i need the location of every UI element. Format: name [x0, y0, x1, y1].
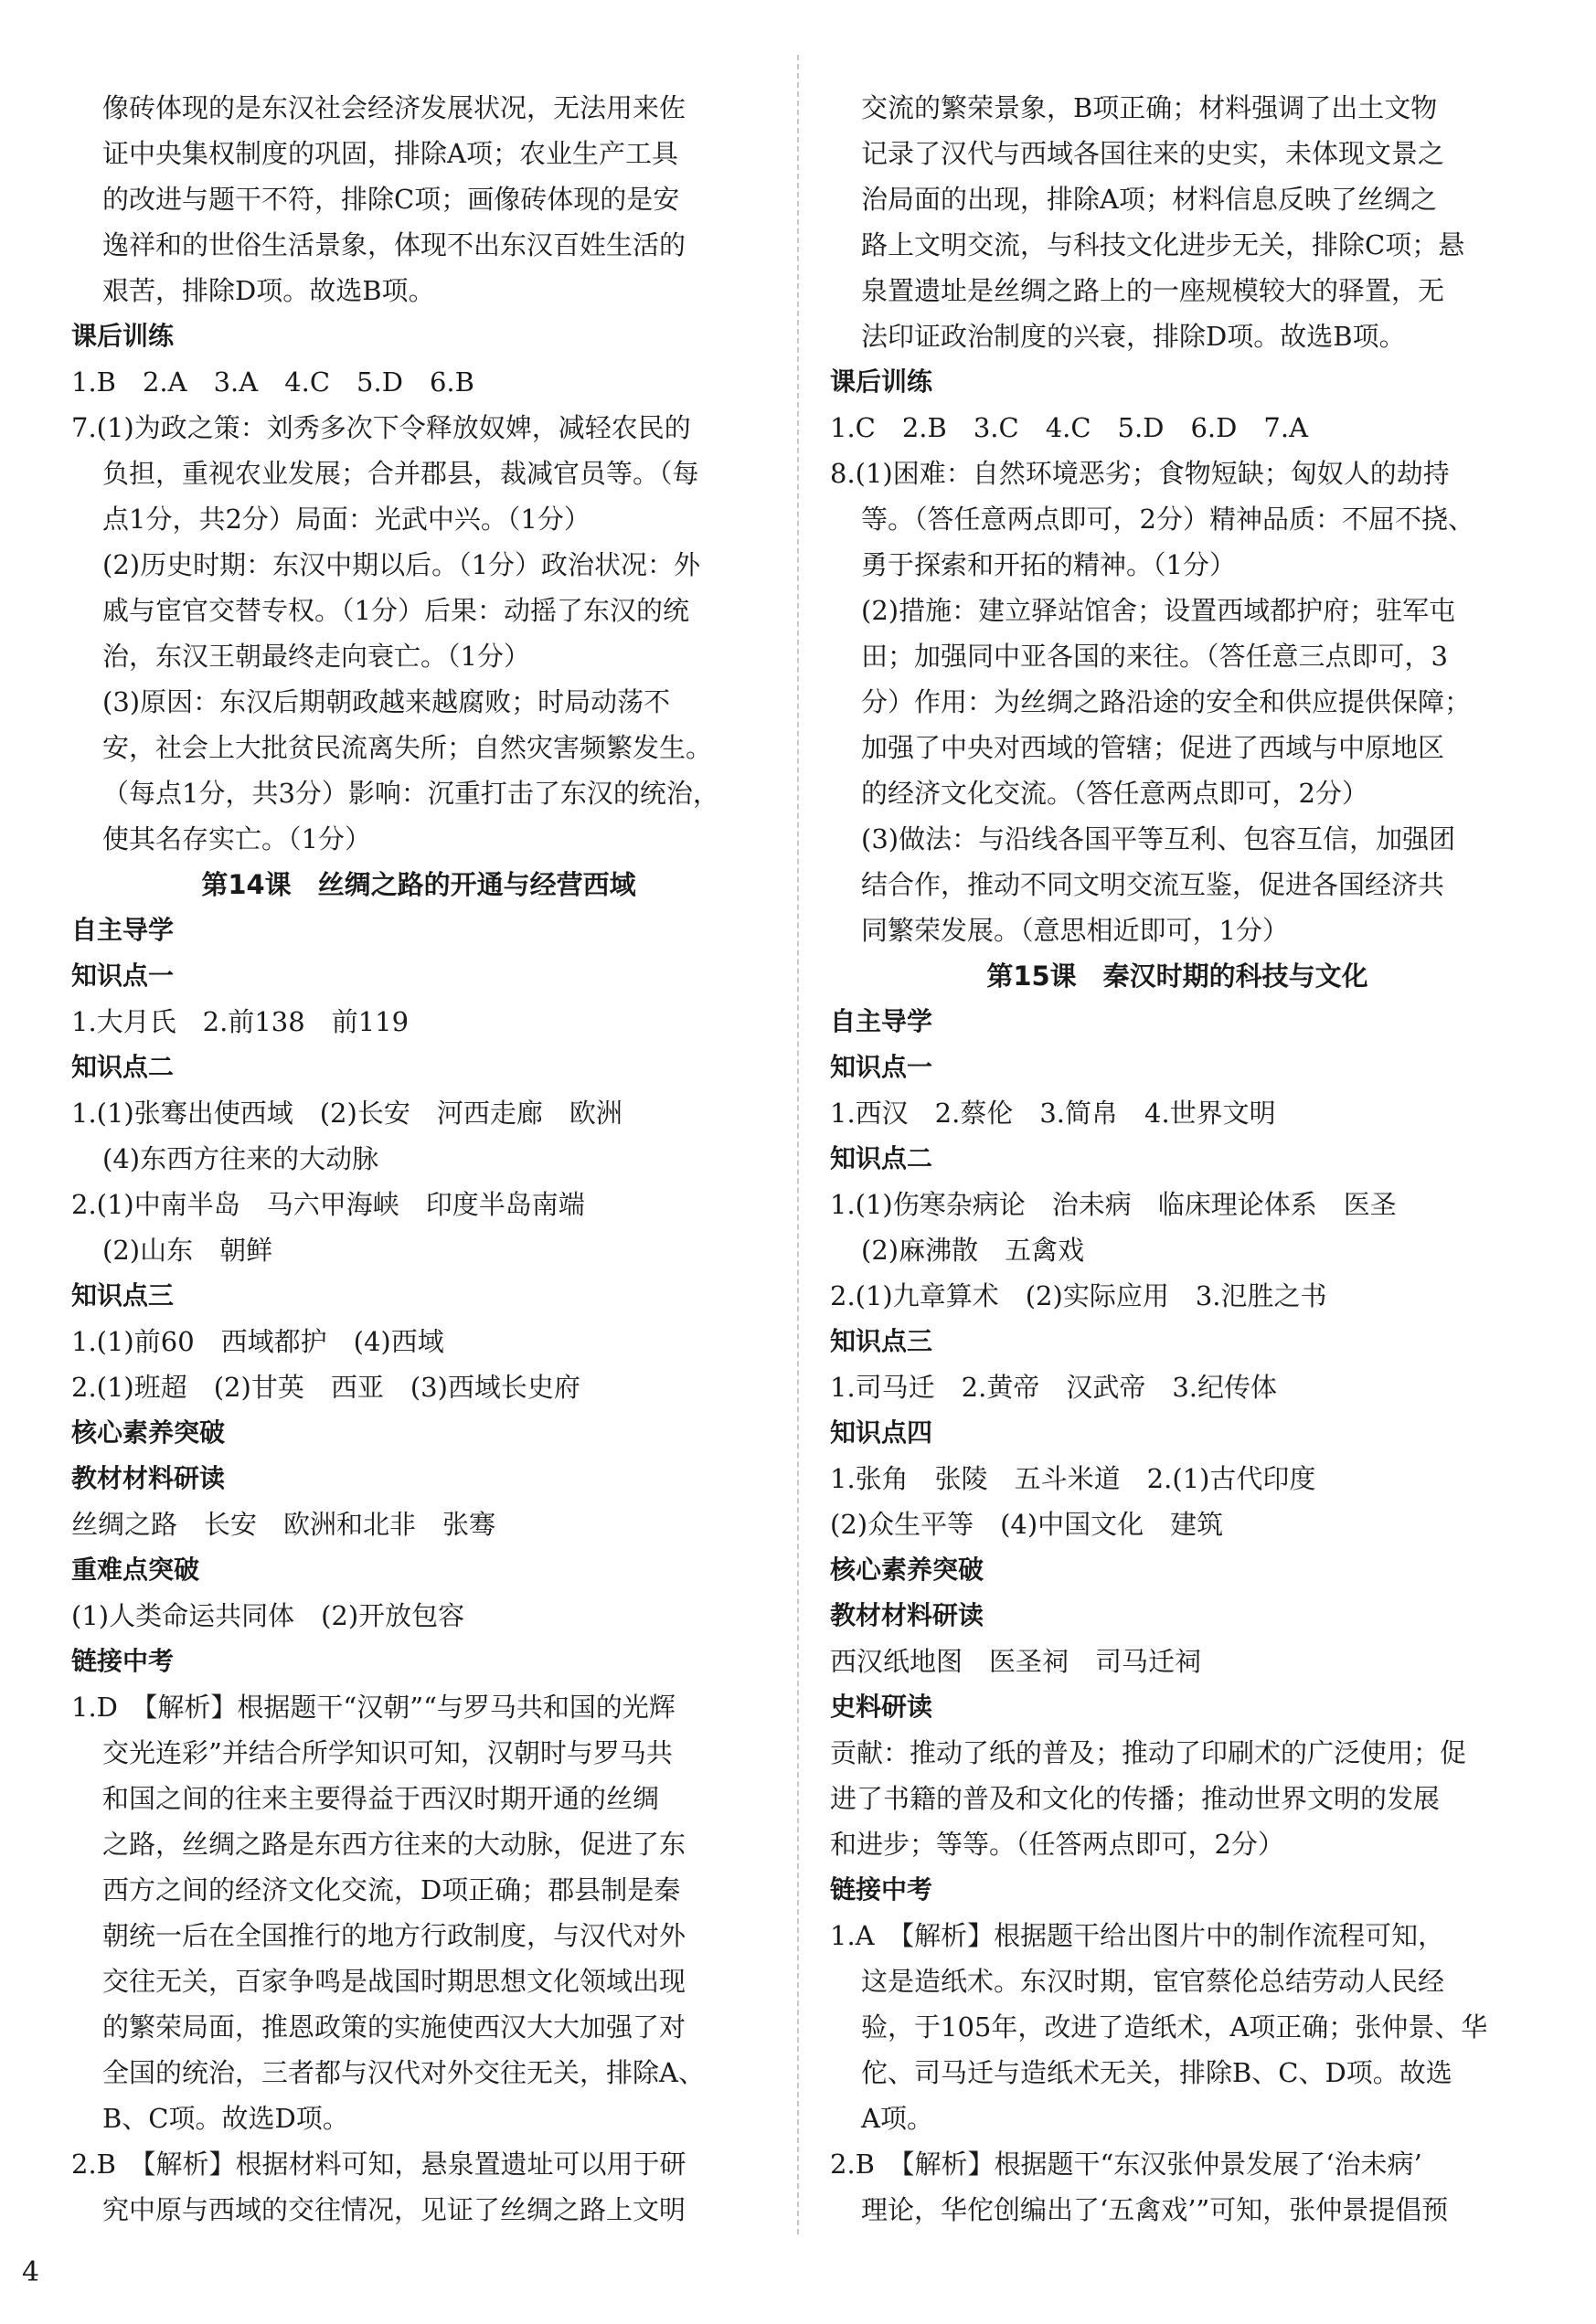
section-heading: 核心素养突破 [71, 1417, 226, 1448]
text-line: 和进步；等等。（任答两点即可，2分） [830, 1829, 1284, 1860]
text-line: 西汉纸地图 医圣祠 司马迁祠 [830, 1646, 1202, 1677]
section-heading: 知识点一 [71, 960, 175, 991]
right-column [830, 85, 1525, 2233]
text-line: 2.B 【解析】根据材料可知，悬泉置遗址可以用于研 [71, 2149, 686, 2180]
text-line: 勇于探索和开拓的精神。（1分） [861, 549, 1236, 580]
lesson-title: 第15课 秦汉时期的科技与文化 [986, 960, 1368, 992]
text-line: B、C项。故选D项。 [102, 2103, 349, 2134]
text-line: 艰苦，排除D项。故选B项。 [102, 275, 435, 306]
text-line: 和国之间的往来主要得益于西汉时期开通的丝绸 [102, 1783, 660, 1814]
text-line: 进了书籍的普及和文化的传播；推动世界文明的发展 [830, 1783, 1441, 1814]
text-line: (3)做法：与沿线各国平等互利、包容互信，加强团 [861, 823, 1456, 854]
text-line: 治局面的出现，排除A项；材料信息反映了丝绸之 [861, 184, 1437, 215]
section-heading: 史料研读 [830, 1692, 933, 1722]
text-line: 朝统一后在全国推行的地方行政制度，与汉代对外 [102, 1920, 686, 1951]
text-line: 结合作，推动不同文明交流互鉴，促进各国经济共 [861, 869, 1445, 900]
text-line: 记录了汉代与西域各国往来的史实，未体现文景之 [861, 138, 1445, 169]
text-line: 交往无关，百家争鸣是战国时期思想文化领域出现 [102, 1966, 686, 1997]
text-line: (3)原因：东汉后期朝政越来越腐败；时局动荡不 [102, 686, 671, 717]
section-heading: 课后训练 [830, 366, 933, 397]
section-heading: 核心素养突破 [830, 1555, 984, 1585]
text-line: 1.西汉 2.蔡伦 3.简帛 4.世界文明 [830, 1098, 1276, 1129]
text-line: 1.B 2.A 3.A 4.C 5.D 6.B [71, 366, 474, 398]
left-column [71, 85, 766, 2233]
text-line: 验，于105年，改进了造纸术，A项正确；张仲景、华 [861, 2011, 1488, 2043]
text-line: 1.D 【解析】根据题干“汉朝”“与罗马共和国的光辉 [71, 1692, 676, 1723]
text-line: 之路，丝绸之路是东西方往来的大动脉，促进了东 [102, 1829, 686, 1860]
text-line: 究中原与西域的交往情况，见证了丝绸之路上文明 [102, 2194, 686, 2225]
text-line: 证中央集权制度的巩固，排除A项；农业生产工具 [102, 138, 678, 169]
text-line: 2.B 【解析】根据题干“东汉张仲景发展了‘治未病’ [830, 2149, 1422, 2180]
text-line: 泉置遗址是丝绸之路上的一座规模较大的驿置，无 [861, 275, 1445, 306]
text-line: 西方之间的经济文化交流，D项正确；郡县制是秦 [102, 1874, 681, 1905]
text-line: 全国的统治，三者都与汉代对外交往无关，排除A、 [102, 2057, 705, 2088]
text-line: 使其名存实亡。（1分） [102, 823, 371, 854]
text-line: 1.(1)张骞出使西域 (2)长安 河西走廊 欧洲 [71, 1098, 622, 1129]
text-line: 的经济文化交流。（答任意两点即可，2分） [861, 778, 1368, 809]
text-line: (2)众生平等 (4)中国文化 建筑 [830, 1509, 1224, 1540]
text-line: 同繁荣发展。（意思相近即可，1分） [861, 915, 1289, 946]
section-heading: 知识点三 [71, 1280, 175, 1311]
text-line: (2)麻沸散 五禽戏 [861, 1235, 1085, 1266]
section-heading: 知识点四 [830, 1417, 933, 1448]
text-line: 分）作用：为丝绸之路沿途的安全和供应提供保障； [861, 686, 1472, 717]
text-line: 1.A 【解析】根据题干给出图片中的制作流程可知， [830, 1920, 1445, 1951]
section-heading: 知识点二 [830, 1143, 933, 1173]
section-heading: 教材材料研读 [830, 1600, 984, 1630]
section-heading: 知识点一 [830, 1052, 933, 1082]
column-divider [797, 55, 799, 2234]
section-heading: 教材材料研读 [71, 1463, 226, 1493]
text-line: 1.司马迁 2.黄帝 汉武帝 3.纪传体 [830, 1372, 1278, 1403]
text-line: 路上文明交流，与科技文化进步无关，排除C项；悬 [861, 229, 1465, 260]
text-line: 安，社会上大批贫民流离失所；自然灾害频繁发生。 [102, 732, 713, 763]
text-line: (4)东西方往来的大动脉 [102, 1143, 379, 1174]
text-line: （每点1分，共3分）影响：沉重打击了东汉的统治， [102, 778, 719, 809]
text-line: 像砖体现的是东汉社会经济发展状况，无法用来佐 [102, 92, 686, 123]
text-line: 1.张角 张陵 五斗米道 2.(1)古代印度 [830, 1463, 1316, 1494]
section-heading: 自主导学 [830, 1006, 933, 1036]
text-line: 2.(1)班超 (2)甘英 西亚 (3)西域长史府 [71, 1372, 580, 1403]
text-line: 点1分，共2分）局面：光武中兴。（1分） [102, 504, 591, 535]
section-heading: 知识点三 [830, 1326, 933, 1356]
text-line: 理论，华佗创编出了‘五禽戏’”可知，张仲景提倡预 [861, 2194, 1449, 2225]
text-line: 1.大月氏 2.前138 前119 [71, 1006, 410, 1037]
section-heading: 自主导学 [71, 915, 175, 945]
page-number: 4 [22, 2256, 40, 2288]
text-line: (2)山东 朝鲜 [102, 1235, 273, 1266]
text-line: 1.(1)伤寒杂病论 治未病 临床理论体系 医圣 [830, 1189, 1397, 1220]
text-line: 2.(1)九章算术 (2)实际应用 3.氾胜之书 [830, 1280, 1327, 1311]
text-line: 法印证政治制度的兴衰，排除D项。故选B项。 [861, 321, 1406, 352]
text-line: 1.(1)前60 西域都护 (4)西域 [71, 1326, 444, 1357]
text-line: 的繁荣局面，推恩政策的实施使西汉大大加强了对 [102, 2011, 686, 2043]
section-heading: 链接中考 [830, 1874, 933, 1905]
text-line: 交流的繁荣景象，B项正确；材料强调了出土文物 [861, 92, 1438, 123]
text-line: 交光连彩”并结合所学知识可知，汉朝时与罗马共 [102, 1737, 673, 1768]
text-line: 田；加强同中亚各国的来往。（答任意三点即可，3 [861, 641, 1448, 672]
text-line: A项。 [861, 2103, 933, 2134]
section-heading: 重难点突破 [71, 1555, 200, 1585]
text-line: (2)历史时期：东汉中期以后。（1分）政治状况：外 [102, 549, 701, 580]
text-line: 负担，重视农业发展；合并郡县，裁减官员等。（每 [102, 458, 699, 489]
text-line: 丝绸之路 长安 欧洲和北非 张骞 [71, 1509, 496, 1540]
text-line: 7.(1)为政之策：刘秀多次下令释放奴婢，减轻农民的 [71, 412, 691, 443]
text-line: (1)人类命运共同体 (2)开放包容 [71, 1600, 465, 1631]
lesson-title: 第14课 丝绸之路的开通与经营西域 [201, 869, 636, 900]
text-line: 加强了中央对西域的管辖；促进了西域与中原地区 [861, 732, 1445, 763]
section-heading: 链接中考 [71, 1646, 175, 1676]
text-line: 治，东汉王朝最终走向衰亡。（1分） [102, 641, 530, 672]
text-line: 戚与宦官交替专权。（1分）后果：动摇了东汉的统 [102, 595, 689, 626]
text-line: 佗、司马迁与造纸术无关，排除B、C、D项。故选 [861, 2057, 1452, 2088]
section-heading: 课后训练 [71, 321, 175, 351]
text-line: 这是造纸术。东汉时期，宦官蔡伦总结劳动人民经 [861, 1966, 1445, 1997]
text-line: 逸祥和的世俗生活景象，体现不出东汉百姓生活的 [102, 229, 686, 260]
text-line: 1.C 2.B 3.C 4.C 5.D 6.D 7.A [830, 412, 1309, 443]
text-line: 2.(1)中南半岛 马六甲海峡 印度半岛南端 [71, 1189, 585, 1220]
text-line: 等。（答任意两点即可，2分）精神品质：不屈不挠、 [861, 504, 1474, 535]
text-line: 的改进与题干不符，排除C项；画像砖体现的是安 [102, 184, 680, 215]
text-line: 8.(1)困难：自然环境恶劣；食物短缺；匈奴人的劫持 [830, 458, 1450, 489]
text-line: 贡献：推动了纸的普及；推动了印刷术的广泛使用；促 [830, 1737, 1467, 1768]
text-line: (2)措施：建立驿站馆舍；设置西域都护府；驻军屯 [861, 595, 1456, 626]
section-heading: 知识点二 [71, 1052, 175, 1082]
